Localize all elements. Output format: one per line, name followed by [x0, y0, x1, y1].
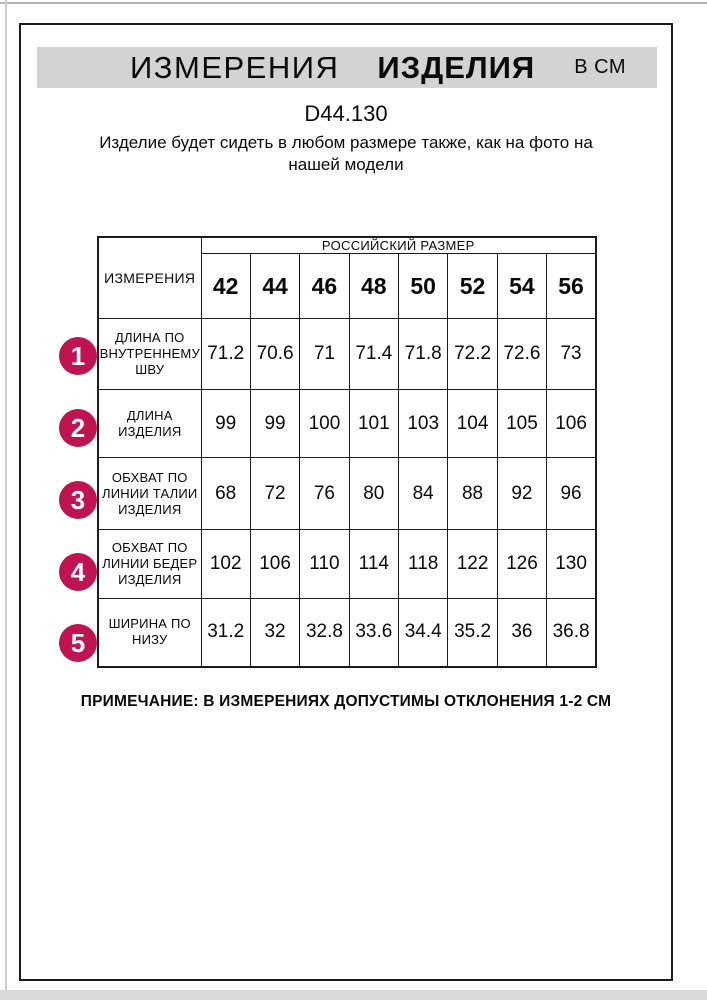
table-cell: 73 [547, 319, 596, 390]
table-row-bottom-width [98, 599, 596, 667]
size-column-46: 46 [300, 254, 349, 319]
table-cell: 84 [399, 458, 448, 530]
title-measurements: ИЗМЕРЕНИЯ [130, 49, 340, 85]
size-column-48: 48 [349, 254, 398, 319]
row-label: ОБХВАТ ПО ЛИНИИ ТАЛИИ ИЗДЕЛИЯ [98, 458, 201, 530]
table-cell: 71.2 [201, 319, 250, 390]
row-label: ШИРИНА ПО НИЗУ [98, 599, 201, 667]
table-cell: 104 [448, 390, 497, 458]
table-cell: 100 [300, 390, 349, 458]
title-bar [37, 47, 657, 88]
table-cell: 99 [201, 390, 250, 458]
table-cell: 32 [250, 599, 299, 667]
scan-edge-bottom [0, 990, 707, 1000]
row-number: 3 [70, 484, 86, 515]
row-number-badge-2 [59, 409, 97, 447]
tolerance-note: ПРИМЕЧАНИЕ: В ИЗМЕРЕНИЯХ ДОПУСТИМЫ ОТКЛОНЕНИЯ 1-2 СМ [80, 693, 612, 710]
table-cell: 32.8 [300, 599, 349, 667]
fit-description [19, 132, 673, 176]
size-column-56: 56 [547, 254, 596, 319]
product-code: D44.130 [304, 101, 388, 126]
table-row-inseam-length [98, 319, 596, 390]
table-corner-header: ИЗМЕРЕНИЯ [98, 237, 201, 319]
table-cell: 105 [497, 390, 546, 458]
table-cell: 72.6 [497, 319, 546, 390]
row-number: 4 [70, 556, 86, 587]
table-cell: 106 [547, 390, 596, 458]
table-cell: 110 [300, 530, 349, 599]
table-cell: 71 [300, 319, 349, 390]
table-cell: 102 [201, 530, 250, 599]
table-group-header-row [98, 237, 596, 254]
row-label: ДЛИНА ИЗДЕЛИЯ [98, 390, 201, 458]
table-cell: 72 [250, 458, 299, 530]
table-cell: 99 [250, 390, 299, 458]
table-cell: 76 [300, 458, 349, 530]
table-cell: 122 [448, 530, 497, 599]
table-row-item-length [98, 390, 596, 458]
measurements-table [97, 236, 597, 668]
row-number-badge-5 [59, 624, 97, 662]
table-row-hip-girth [98, 530, 596, 599]
table-cell: 35.2 [448, 599, 497, 667]
size-column-52: 52 [448, 254, 497, 319]
row-label: ОБХВАТ ПО ЛИНИИ БЕДЕР ИЗДЕЛИЯ [98, 530, 201, 599]
row-number-badge-1 [59, 337, 97, 375]
table-cell: 33.6 [349, 599, 398, 667]
row-number-badge-4 [59, 553, 97, 591]
table-cell: 106 [250, 530, 299, 599]
table-cell: 103 [399, 390, 448, 458]
table-row-waist-girth [98, 458, 596, 530]
table-cell: 68 [201, 458, 250, 530]
table-cell: 101 [349, 390, 398, 458]
table-cell: 88 [448, 458, 497, 530]
table-cell: 70.6 [250, 319, 299, 390]
row-number: 2 [70, 412, 86, 443]
row-number: 5 [70, 627, 86, 658]
table-cell: 92 [497, 458, 546, 530]
table-cell: 114 [349, 530, 398, 599]
title-product: ИЗДЕЛИЯ [377, 49, 536, 85]
row-number: 1 [70, 340, 86, 371]
size-column-50: 50 [399, 254, 448, 319]
table-cell: 34.4 [399, 599, 448, 667]
table-cell: 130 [547, 530, 596, 599]
table-cell: 80 [349, 458, 398, 530]
row-number-badge-3 [59, 481, 97, 519]
table-cell: 36.8 [547, 599, 596, 667]
scan-edge-left [5, 0, 7, 1000]
table-cell: 118 [399, 530, 448, 599]
row-label: ДЛИНА ПО ВНУТРЕННЕМУ ШВУ [98, 319, 201, 390]
size-column-42: 42 [201, 254, 250, 319]
table-cell: 71.8 [399, 319, 448, 390]
table-cell: 126 [497, 530, 546, 599]
table-cell: 31.2 [201, 599, 250, 667]
fit-description-line2: нашей модели [288, 155, 404, 174]
table-cell: 72.2 [448, 319, 497, 390]
table-cell: 96 [547, 458, 596, 530]
table-cell: 71.4 [349, 319, 398, 390]
title-units: В СМ [574, 56, 626, 78]
fit-description-line1: Изделие будет сидеть в любом размере также, как на фото на [99, 133, 593, 152]
size-column-44: 44 [250, 254, 299, 319]
table-cell: 36 [497, 599, 546, 667]
scan-edge-top [0, 2, 707, 4]
russian-size-header: РОССИЙСКИЙ РАЗМЕР [201, 237, 596, 254]
size-column-54: 54 [497, 254, 546, 319]
